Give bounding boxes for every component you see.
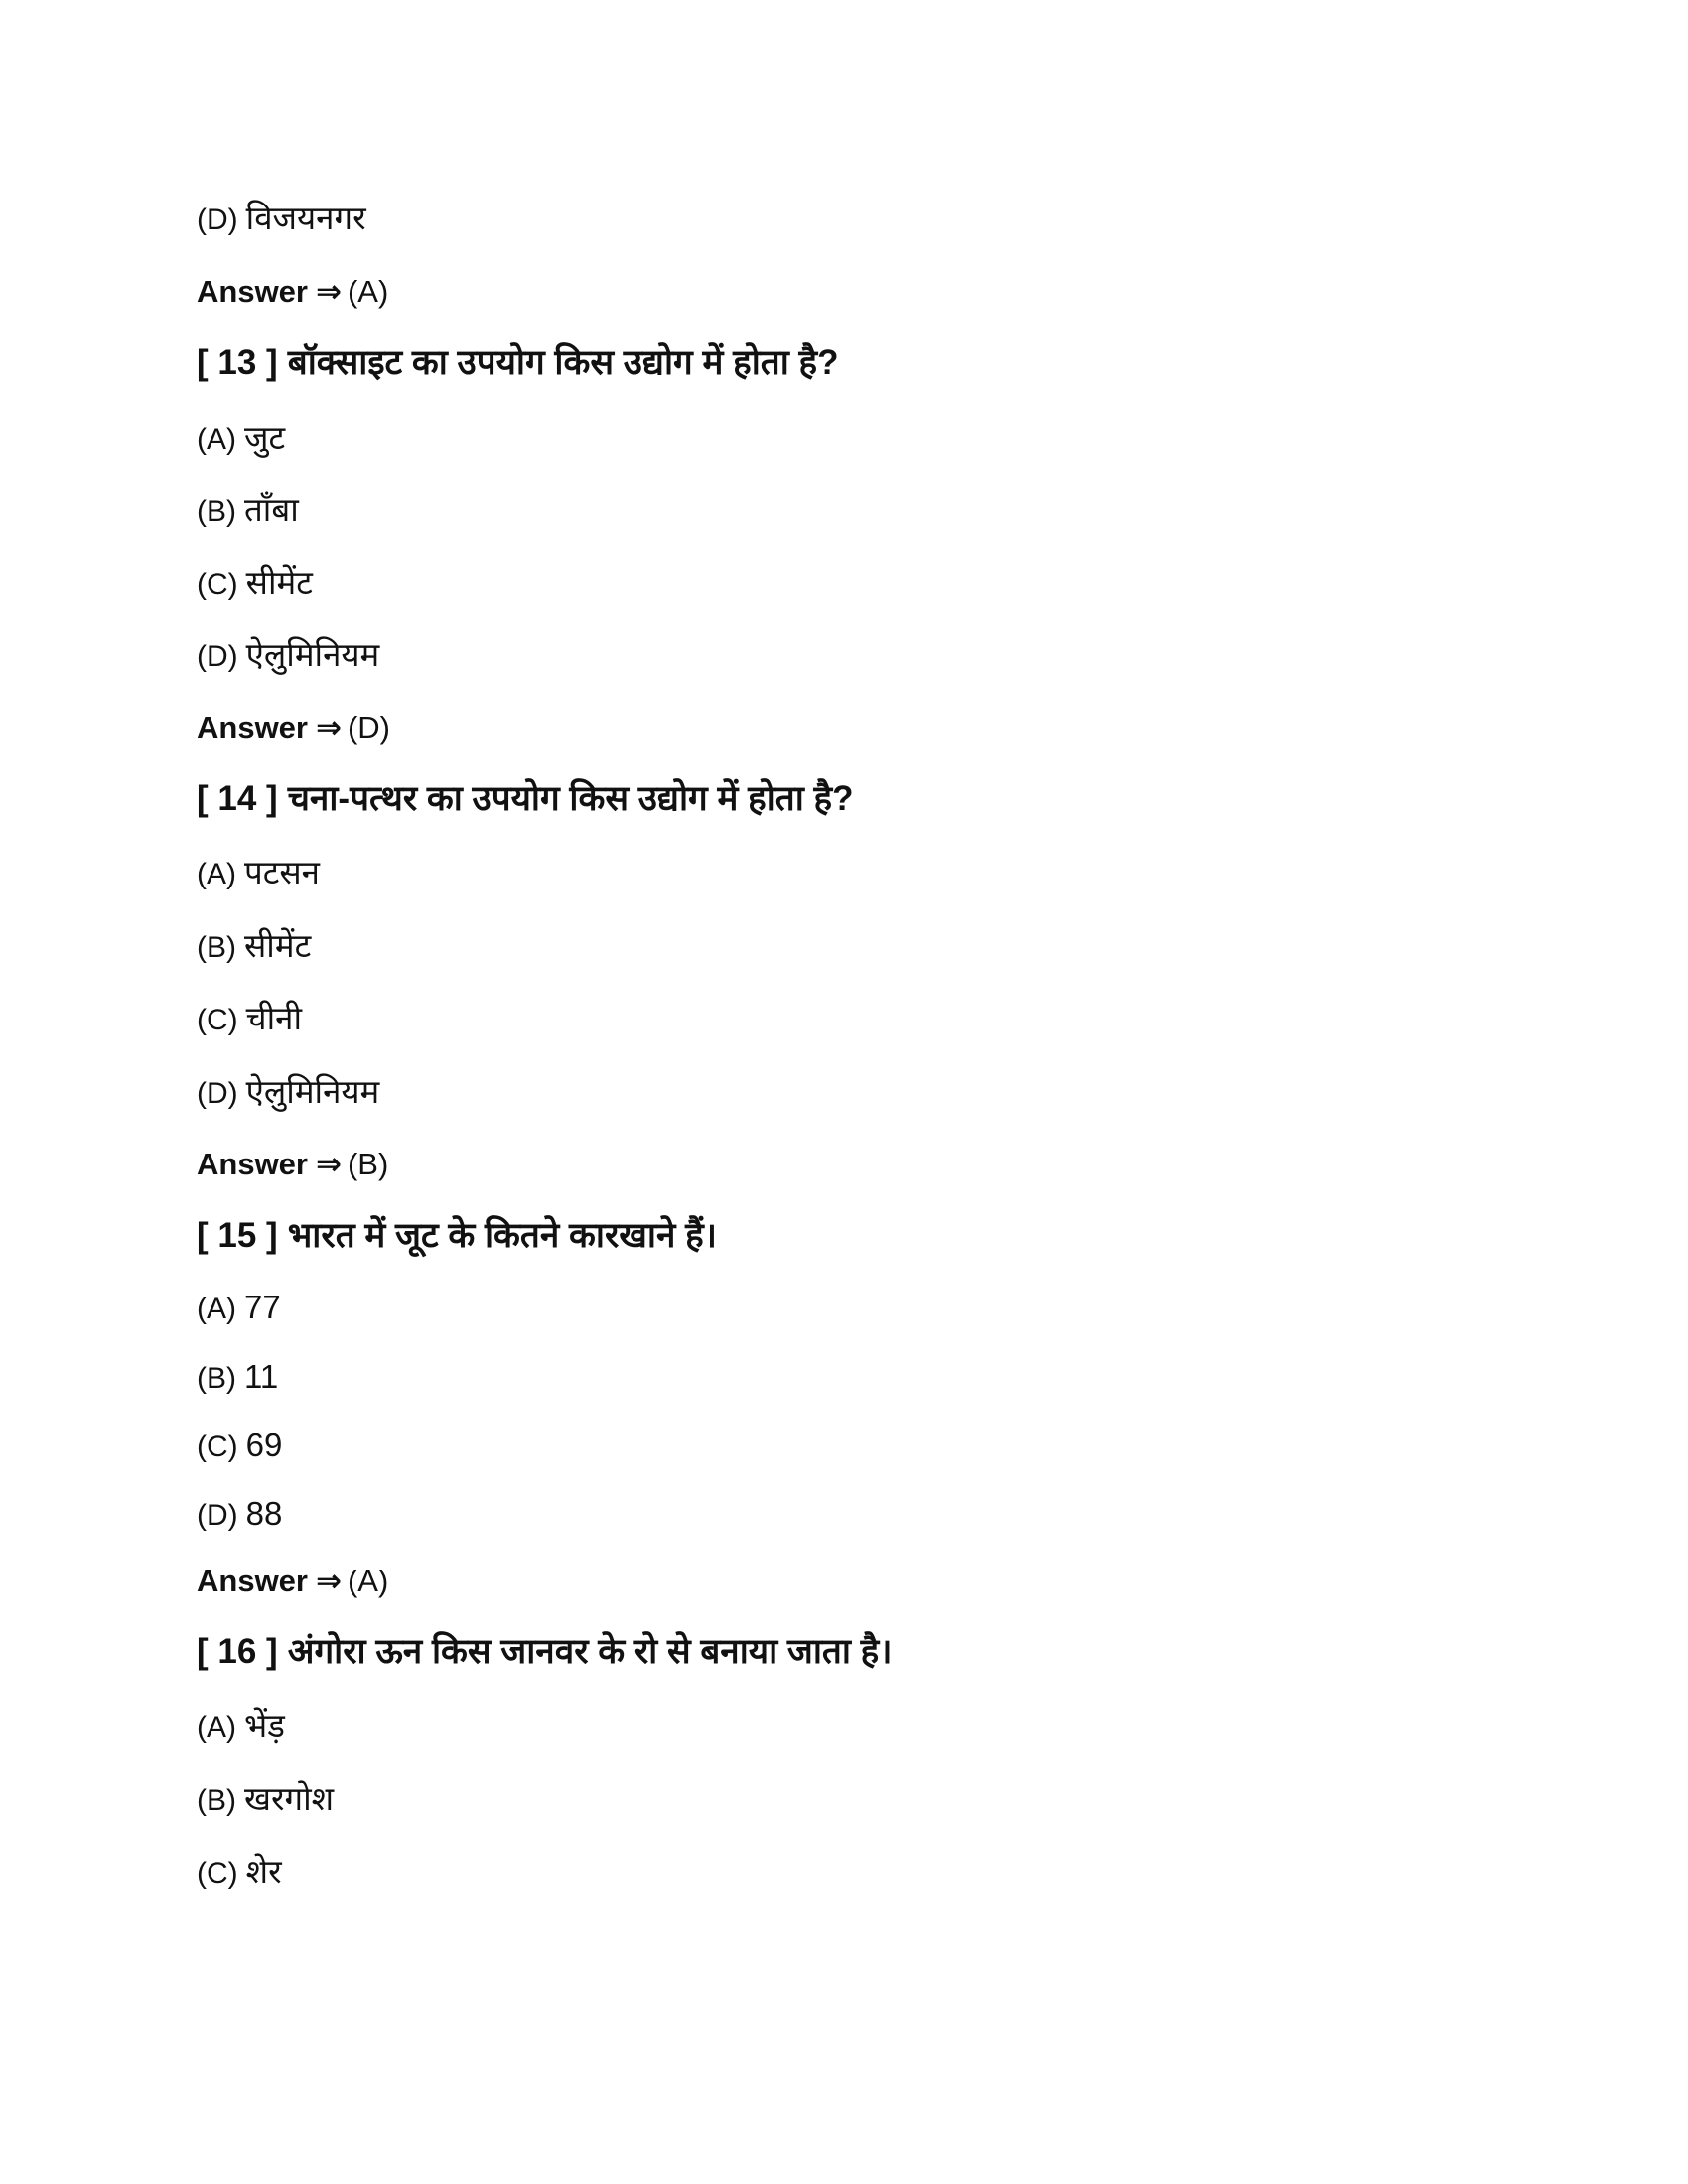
double-arrow-icon: ⇒ — [315, 710, 342, 745]
option-text: 88 — [245, 1495, 283, 1532]
option-line — [197, 929, 311, 963]
question-text: अंगोरा ऊन किस जानवर के रो से बनाया जाता है। — [287, 1632, 893, 1671]
option-line — [197, 1002, 302, 1035]
option-label: (B) — [197, 1362, 236, 1395]
option-text: खरगोश — [244, 1780, 335, 1817]
answer-label: Answer — [197, 1147, 308, 1181]
option-label: (D) — [197, 640, 238, 673]
option-label: (D) — [197, 1499, 238, 1532]
option-line — [197, 638, 379, 672]
option-text: चीनी — [245, 1000, 303, 1036]
option-text: सीमेंट — [245, 564, 313, 601]
option-line — [197, 493, 299, 527]
option-line — [197, 1075, 379, 1109]
option-label: (C) — [197, 1431, 238, 1463]
question-heading — [197, 1634, 893, 1669]
answer-value: (A) — [347, 1564, 389, 1598]
option-line — [197, 421, 285, 455]
option-text: सीमेंट — [244, 927, 312, 964]
option-text: भेंड़ — [244, 1707, 285, 1744]
option-label: (C) — [197, 1004, 238, 1036]
answer-label: Answer — [197, 1564, 308, 1598]
option-line — [197, 202, 366, 235]
question-number: [ 13 ] — [197, 343, 278, 382]
option-line — [197, 1855, 282, 1889]
option-text: ऐलुमिनियम — [245, 636, 380, 673]
question-heading — [197, 781, 853, 816]
option-label: (A) — [197, 1293, 236, 1325]
question-text: भारत में जूट के कितने कारखाने हैं। — [287, 1216, 717, 1255]
option-line — [197, 856, 320, 889]
option-label: (A) — [197, 858, 236, 890]
option-line — [197, 566, 313, 600]
option-label: (C) — [197, 568, 238, 601]
question-number: [ 16 ] — [197, 1632, 278, 1671]
option-label: (B) — [197, 495, 236, 528]
option-text: 11 — [244, 1358, 279, 1395]
question-number: [ 15 ] — [197, 1216, 278, 1255]
answer-line — [197, 1149, 388, 1179]
double-arrow-icon: ⇒ — [315, 1564, 342, 1598]
double-arrow-icon: ⇒ — [315, 1147, 342, 1181]
option-text: ताँबा — [244, 491, 299, 528]
option-text: ऐलुमिनियम — [245, 1073, 380, 1110]
option-text: विजयनगर — [245, 200, 366, 236]
option-text: जुट — [244, 419, 286, 456]
option-line — [197, 1782, 334, 1816]
option-text: शेर — [245, 1853, 282, 1890]
question-number: [ 14 ] — [197, 779, 278, 818]
option-line — [197, 1709, 285, 1743]
question-text: बॉक्साइट का उपयोग किस उद्योग में होता है? — [287, 343, 839, 382]
answer-line — [197, 1566, 388, 1596]
option-label: (A) — [197, 423, 236, 456]
answer-value: (B) — [347, 1147, 389, 1181]
option-label: (B) — [197, 1784, 236, 1817]
double-arrow-icon: ⇒ — [315, 274, 342, 309]
option-line — [197, 1360, 278, 1394]
option-label: (C) — [197, 1857, 238, 1890]
answer-label: Answer — [197, 274, 308, 309]
option-label: (D) — [197, 204, 238, 236]
option-text: 69 — [245, 1427, 283, 1463]
question-heading — [197, 345, 838, 380]
option-label: (A) — [197, 1711, 236, 1744]
answer-line — [197, 276, 388, 307]
option-text: पटसन — [244, 854, 320, 890]
question-heading — [197, 1218, 717, 1253]
option-line — [197, 1291, 281, 1324]
question-text: चना-पत्थर का उपयोग किस उद्योग में होता है? — [287, 779, 854, 818]
option-line — [197, 1429, 282, 1462]
option-label: (B) — [197, 931, 236, 964]
option-line — [197, 1497, 282, 1531]
option-text: 77 — [244, 1289, 281, 1325]
answer-value: (D) — [347, 710, 391, 745]
answer-label: Answer — [197, 710, 308, 745]
answer-value: (A) — [347, 274, 389, 309]
option-label: (D) — [197, 1077, 238, 1110]
answer-line — [197, 712, 390, 743]
